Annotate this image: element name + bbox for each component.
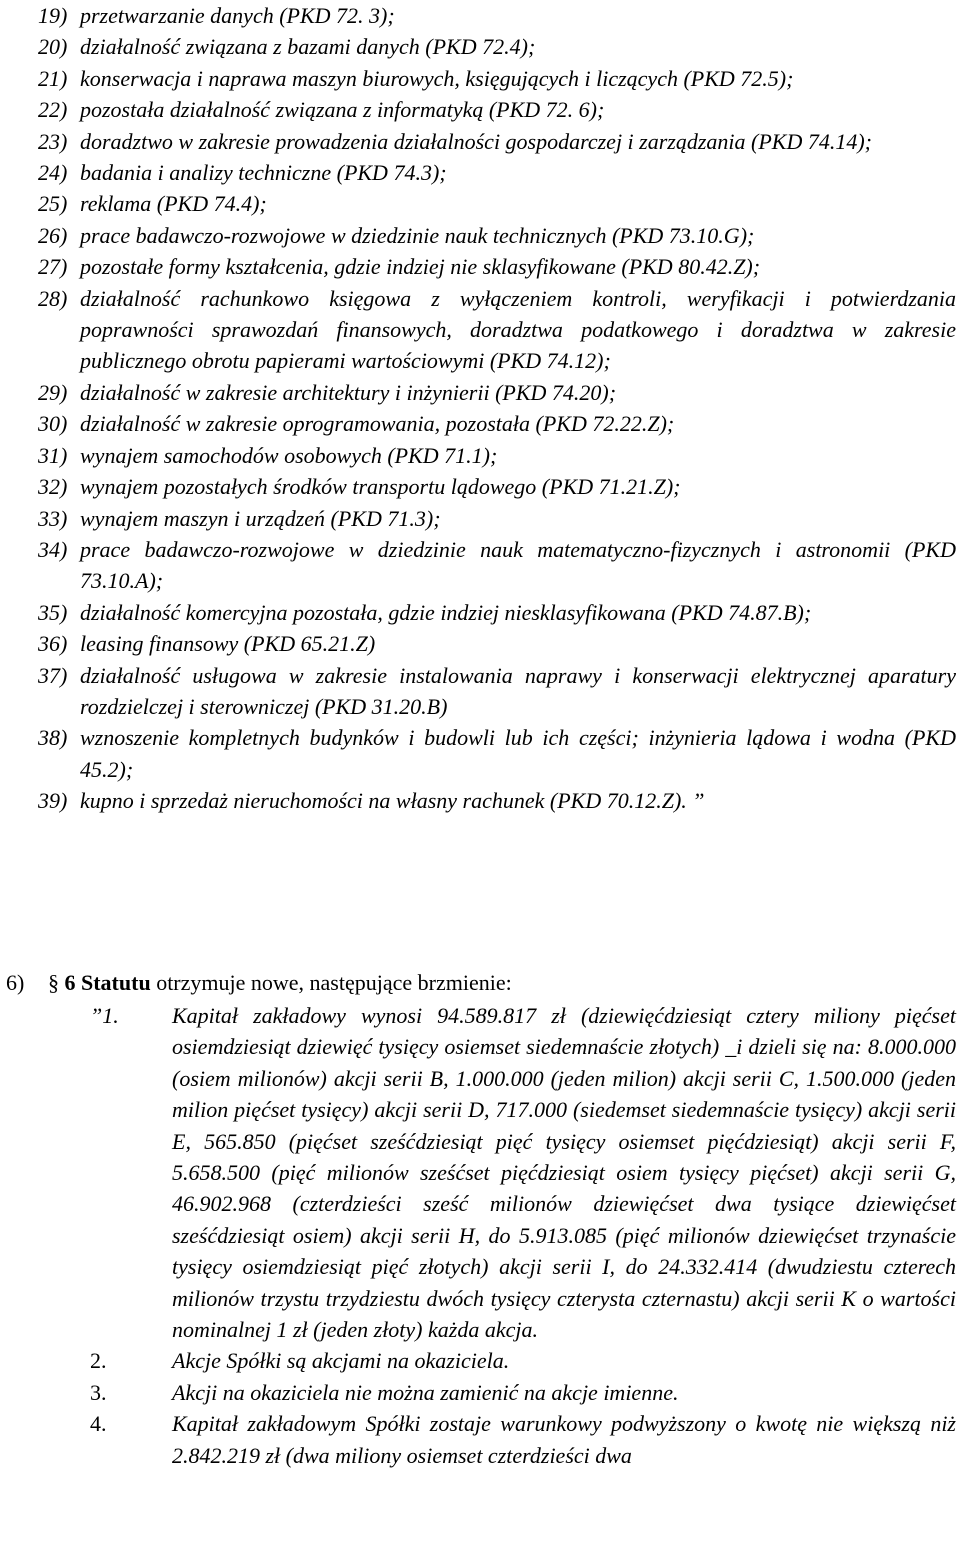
list-item (38, 126, 956, 157)
list-item (38, 440, 956, 471)
list-item (38, 63, 956, 94)
item-text: konserwacja i naprawa maszyn biurowych, księgujących i liczących (PKD 72.5); (80, 65, 794, 91)
item-text: badania i analizy techniczne (PKD 74.3); (80, 160, 447, 186)
list-item (38, 503, 956, 534)
list-item (38, 785, 956, 816)
item-text: Akcje Spółki są akcjami na okaziciela. (172, 1348, 510, 1374)
item-number: 38) (38, 725, 68, 751)
pkd-activity-list (38, 0, 956, 817)
item-number: 2. (90, 1348, 107, 1374)
item-number: 4. (90, 1411, 107, 1437)
section-intro-text: otrzymuje nowe, następujące brzmienie: (156, 970, 512, 995)
list-item (88, 1377, 956, 1408)
item-number: 28) (38, 285, 68, 311)
item-text: leasing finansowy (PKD 65.21.Z) (80, 631, 376, 657)
list-item (38, 628, 956, 659)
item-number: 21) (38, 65, 68, 91)
section-number: 6) (6, 970, 25, 995)
item-number: 35) (38, 599, 68, 625)
item-text: działalność w zakresie architektury i inżynierii (PKD 74.20); (80, 379, 617, 405)
item-text: prace badawczo-rozwojowe w dziedzinie nauk technicznych (PKD 73.10.G); (80, 222, 755, 248)
list-item (38, 660, 956, 723)
statute-paragraph-list (88, 1000, 956, 1471)
list-item (38, 597, 956, 628)
item-text: wynajem maszyn i urządzeń (PKD 71.3); (80, 505, 441, 531)
item-text: prace badawczo-rozwojowe w dziedzinie nauk matematyczno-fizycznych i astronomii (PKD 73.10.A); (80, 536, 956, 594)
item-text: działalność związana z bazami danych (PKD 72.4); (80, 34, 536, 60)
item-number: 19) (38, 3, 68, 28)
list-item (38, 0, 956, 31)
item-number: 29) (38, 379, 68, 405)
item-text: przetwarzanie danych (PKD 72. 3); (80, 3, 395, 28)
item-number: 25) (38, 191, 68, 217)
section-heading (6, 967, 512, 998)
item-number: 24) (38, 160, 68, 186)
item-number: 30) (38, 411, 68, 437)
item-number: 33) (38, 505, 68, 531)
item-number: 3. (90, 1379, 107, 1405)
list-item (38, 534, 956, 597)
item-text: działalność w zakresie oprogramowania, pozostała (PKD 72.22.Z); (80, 411, 675, 437)
item-text: kupno i sprzedaż nieruchomości na własny rachunek (PKD 70.12.Z). ” (80, 788, 705, 814)
item-number: ”1. (90, 1003, 119, 1028)
list-item (88, 1345, 956, 1376)
item-text: wynajem pozostałych środków transportu lądowego (PKD 71.21.Z); (80, 474, 681, 500)
item-number: 27) (38, 254, 68, 280)
list-item (38, 188, 956, 219)
item-number: 31) (38, 442, 68, 468)
item-text: Akcji na okaziciela nie można zamienić na akcje imienne. (172, 1379, 679, 1405)
item-number: 39) (38, 788, 68, 814)
item-number: 26) (38, 222, 68, 248)
list-item (38, 157, 956, 188)
list-item (38, 722, 956, 785)
item-text: pozostała działalność związana z informatyką (PKD 72. 6); (80, 97, 605, 123)
list-item (38, 251, 956, 282)
list-item (38, 283, 956, 377)
list-item (38, 220, 956, 251)
item-text: działalność komercyjna pozostała, gdzie indziej niesklasyfikowana (PKD 74.87.B); (80, 599, 812, 625)
item-number: 34) (38, 536, 68, 562)
list-item (38, 471, 956, 502)
item-number: 32) (38, 474, 68, 500)
item-text: doradztwo w zakresie prowadzenia działalności gospodarczej i zarządzania (PKD 74.14); (80, 128, 873, 154)
item-number: 37) (38, 662, 68, 688)
item-text: pozostałe formy kształcenia, gdzie indziej nie sklasyfikowane (PKD 80.42.Z); (80, 254, 761, 280)
list-item (38, 94, 956, 125)
list-item (38, 408, 956, 439)
item-text: Kapitał zakładowy wynosi 94.589.817 zł (dziewięćdziesiąt cztery miliony pięćset osiemdziesiąt dziewięć tysięcy osiemset siedemnaście złotych) _i dzieli się na: 8.000.000 (osiem milionów) akcji serii B, 1.000.000 (jeden milion) akcji serii C, 1.500.000 (jeden milion pięćset tysięcy) akcji serii D, 717.000 (siedemset siedemnaście tysięcy) akcji serii E, 565.850 (pięćset sześćdziesiąt pięć tysięcy osiemset pięćdziesiąt) akcji serii F, 5.658.500 (pięć milionów sześćset pięćdziesiąt osiem tysięcy pięćset) akcji serii G, 46.902.968 (czterdzieści sześć milionów dziewięćset dwa tysiące dziewięćset sześćdziesiąt osiem) akcji serii H, do 5.913.085 (pięć milionów dziewięćset trzynaście tysięcy osiemdziesiąt pięć złotych) akcji serii I, do 24.332.414 (dwudziestu czterech milionów trzystu trzydziestu dwóch tysięcy czterysta czternastu) akcji serii K o wartości nominalnej 1 zł (jeden złoty) każda akcja. (172, 1003, 956, 1343)
list-item (88, 1000, 956, 1345)
item-text: Kapitał zakładowym Spółki zostaje warunkowy podwyższony o kwotę nie większą niż 2.842.219 zł (dwa miliony osiemset czterdzieści dwa (172, 1411, 956, 1468)
item-text: wznoszenie kompletnych budynków i budowli lub ich części; inżynieria lądowa i wodna (PKD 45.2); (80, 725, 956, 782)
list-item (88, 1408, 956, 1471)
paragraph-symbol: § (48, 970, 59, 995)
list-item (38, 377, 956, 408)
item-number: 36) (38, 631, 68, 657)
section-bold-ref: 6 Statutu (64, 970, 151, 995)
item-text: działalność usługowa w zakresie instalowania naprawy i konserwacji elektrycznej aparatury rozdzielczej i sterowniczej (PKD 31.20.B) (80, 662, 956, 719)
item-text: wynajem samochodów osobowych (PKD 71.1); (80, 442, 498, 468)
item-text: działalność rachunkowo księgowa z wyłączeniem kontroli, weryfikacji i potwierdzania poprawności sprawozdań finansowych, doradztwa podatkowego i doradztwa w zakresie publicznego obrotu papierami wartościowymi (PKD 74.12); (80, 285, 956, 374)
item-text: reklama (PKD 74.4); (80, 191, 267, 217)
item-number: 20) (38, 34, 68, 60)
item-number: 23) (38, 128, 68, 154)
item-number: 22) (38, 97, 68, 123)
list-item (38, 31, 956, 62)
